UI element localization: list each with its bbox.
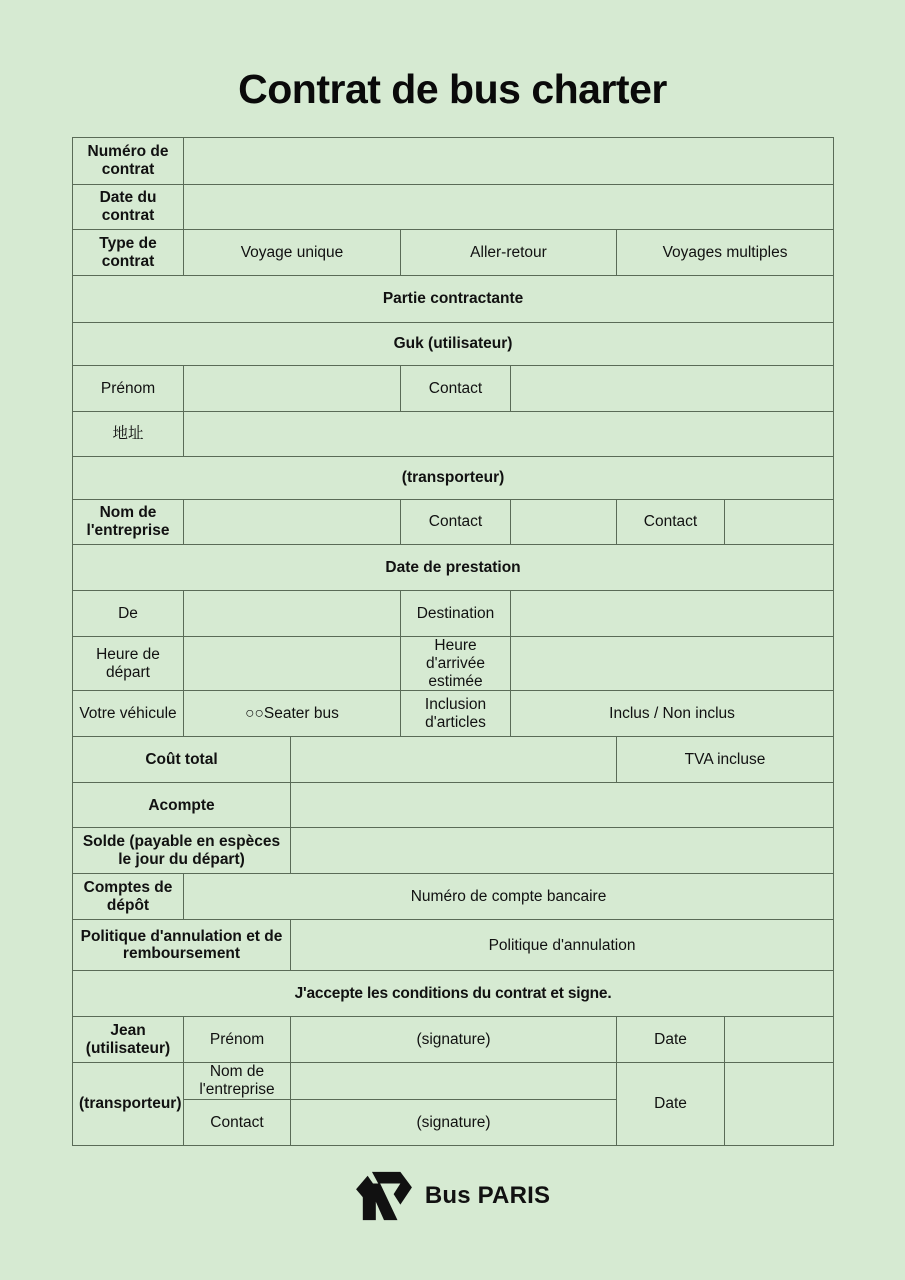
vehicle-label: Votre véhicule [73,691,184,737]
deposit-field[interactable] [291,783,834,828]
user-contact-field[interactable] [511,366,834,412]
table-row [73,637,834,691]
table-row [73,366,834,412]
user-address-label: 地址 [73,412,184,457]
table-row [73,185,834,230]
contract-number-field[interactable] [184,138,834,185]
table-row [73,230,834,276]
table-row [73,920,834,971]
vehicle-value[interactable]: ○○Seater bus [184,691,401,737]
contract-type-option-single[interactable]: Voyage unique [184,230,401,276]
table-row [73,971,834,1017]
total-cost-label: Coût total [73,737,291,783]
cancellation-policy-label: Politique d'annulation et de remboursement [73,920,291,971]
user-contact-label: Contact [401,366,511,412]
signature-carrier-date-field[interactable] [725,1063,834,1146]
signature-carrier-date-label: Date [617,1063,725,1146]
contract-type-label: Type de contrat [73,230,184,276]
carrier-party-label: (transporteur) [73,1063,184,1146]
from-field[interactable] [184,591,401,637]
user-first-name-field[interactable] [184,366,401,412]
carrier-section-header: (transporteur) [73,457,834,500]
table-row [73,737,834,783]
carrier-contact-label-2: Contact [617,500,725,545]
contract-form [72,137,833,1146]
total-cost-field[interactable] [291,737,617,783]
signature-user-date-label: Date [617,1017,725,1063]
table-row [73,591,834,637]
contracting-party-banner: Partie contractante [73,276,834,323]
carrier-contact-label-1: Contact [401,500,511,545]
table-row [73,874,834,920]
contract-number-label: Numéro de contrat [73,138,184,185]
signature-carrier-signature-field[interactable]: (signature) [291,1100,617,1146]
table-row [73,828,834,874]
service-date-banner: Date de prestation [73,545,834,591]
table-row [73,691,834,737]
page-title: Contrat de bus charter [238,66,667,112]
signature-carrier-company-label: Nom de l'entreprise [184,1063,291,1100]
signature-carrier-company-field[interactable] [291,1063,617,1100]
items-inclusion-value[interactable]: Inclus / Non inclus [511,691,834,737]
user-first-name-label: Prénom [73,366,184,412]
contract-date-field[interactable] [184,185,834,230]
departure-time-label: Heure de départ [73,637,184,691]
user-section-header: Guk (utilisateur) [73,323,834,366]
carrier-contact-field-2[interactable] [725,500,834,545]
table-row [73,138,834,185]
hexagon-arrow-logo-icon [355,1170,413,1222]
balance-label: Solde (payable en espèces le jour du départ) [73,828,291,874]
deposit-label: Acompte [73,783,291,828]
contract-type-option-multiple[interactable]: Voyages multiples [617,230,834,276]
signature-user-first-name-label: Prénom [184,1017,291,1063]
deposit-accounts-label: Comptes de dépôt [73,874,184,920]
vat-label: TVA incluse [617,737,834,783]
signature-user-signature-field[interactable]: (signature) [291,1017,617,1063]
table-row [73,545,834,591]
table-row [73,276,834,323]
user-address-field[interactable] [184,412,834,457]
contract-table [72,137,834,1146]
table-row [73,1063,834,1100]
table-row [73,457,834,500]
table-row [73,412,834,457]
carrier-company-field[interactable] [184,500,401,545]
table-row [73,1017,834,1063]
destination-label: Destination [401,591,511,637]
contract-date-label: Date du contrat [73,185,184,230]
user-party-label: Jean (utilisateur) [73,1017,184,1063]
footer-brand [0,1170,905,1222]
carrier-company-label: Nom de l'entreprise [73,500,184,545]
contract-type-option-roundtrip[interactable]: Aller-retour [401,230,617,276]
signature-carrier-contact-label: Contact [184,1100,291,1146]
signature-banner: J'accepte les conditions du contrat et signe. [73,971,834,1017]
table-row [73,323,834,366]
table-row [73,500,834,545]
departure-time-field[interactable] [184,637,401,691]
brand-name: Bus PARIS [424,1182,551,1209]
cancellation-policy-value[interactable]: Politique d'annulation [291,920,834,971]
from-label: De [73,591,184,637]
balance-field[interactable] [291,828,834,874]
estimated-arrival-label: Heure d'arrivée estimée [401,637,511,691]
estimated-arrival-field[interactable] [511,637,834,691]
items-inclusion-label: Inclusion d'articles [401,691,511,737]
table-row [73,783,834,828]
carrier-contact-field-1[interactable] [511,500,617,545]
bank-account-label[interactable]: Numéro de compte bancaire [184,874,834,920]
destination-field[interactable] [511,591,834,637]
signature-user-date-field[interactable] [725,1017,834,1063]
